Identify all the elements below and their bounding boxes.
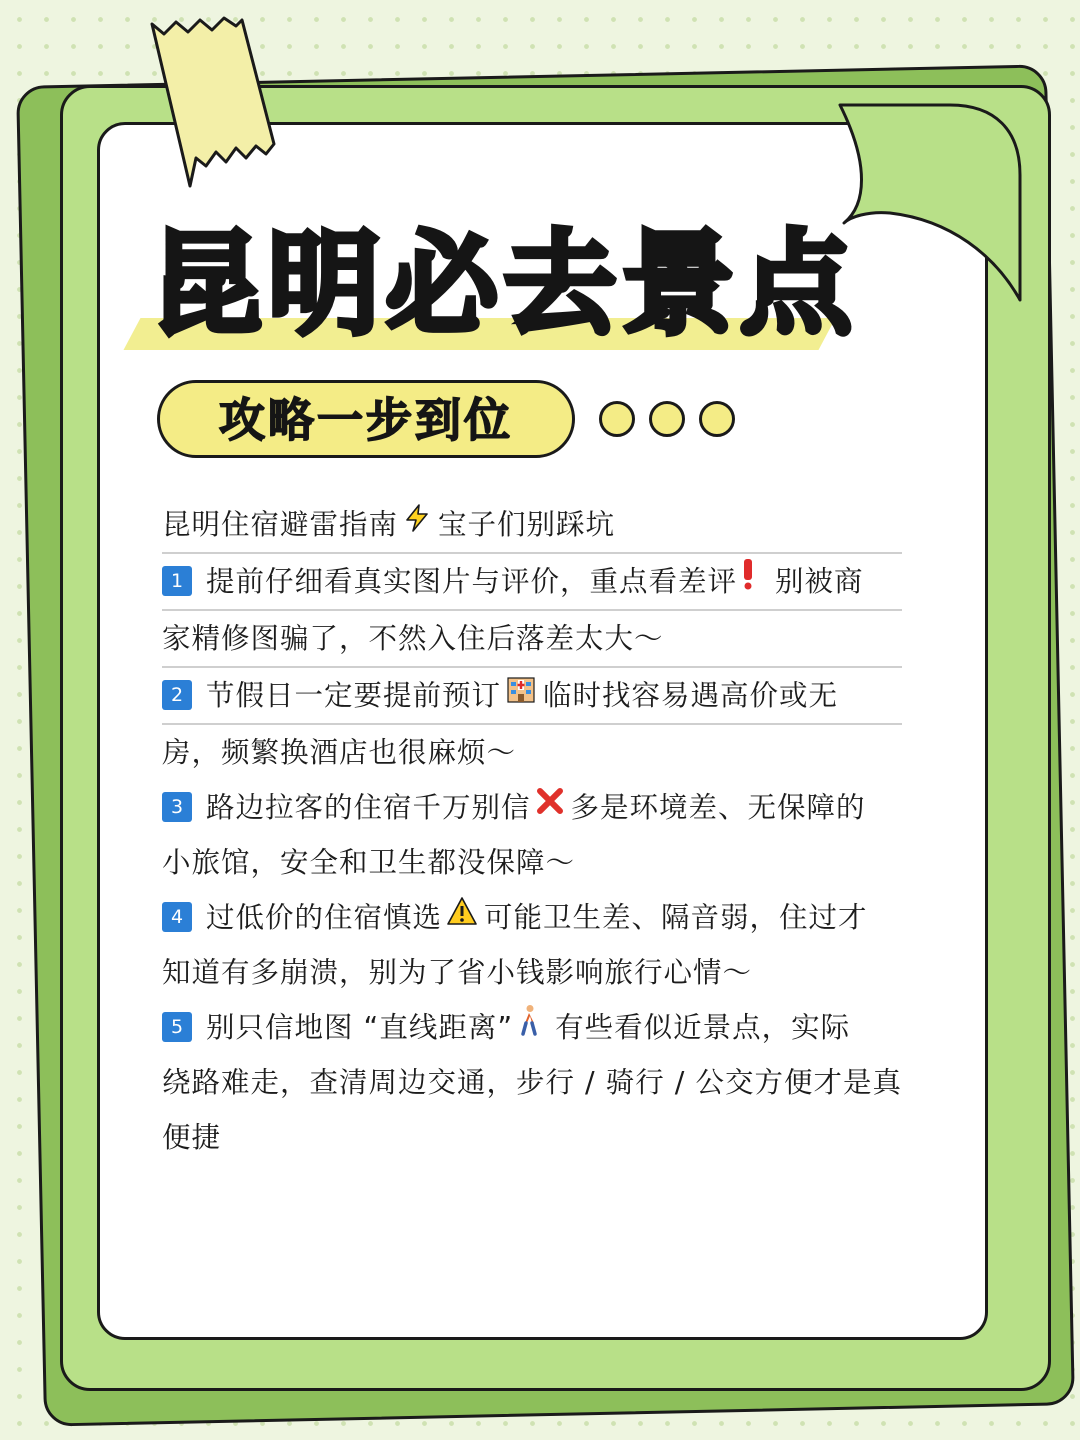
subtitle-pill (157, 380, 575, 458)
tip-text: 有些看似近景点，实际 (555, 1011, 851, 1044)
lightning-icon (402, 497, 432, 551)
subtitle-text: 攻略一步到位 (219, 393, 513, 447)
tip-text: 别只信地图 “直线距离” (206, 1011, 514, 1044)
tip-text: 房，频繁换酒店也很麻烦～ (162, 736, 517, 769)
tip-2-line-2 (162, 725, 904, 780)
walking-person-icon (517, 1000, 541, 1054)
decorative-dot (599, 401, 635, 437)
tip-text: 节假日一定要提前预订 (206, 679, 502, 712)
tip-text: 家精修图骗了，不然入住后落差太大～ (162, 622, 664, 655)
cross-mark-icon (535, 780, 565, 834)
number-badge-5: 5 (162, 1012, 192, 1042)
tip-text: 路边拉客的住宿千万别信 (206, 791, 531, 824)
tape-decoration (150, 16, 290, 191)
tip-2-line-1 (162, 668, 904, 723)
tip-text: 小旅馆，安全和卫生都没保障～ (162, 846, 576, 879)
number-badge-3: 3 (162, 792, 192, 822)
tip-text: 过低价的住宿慎选 (206, 901, 443, 934)
tip-5-line-2 (162, 1055, 904, 1110)
warning-icon (446, 890, 478, 944)
tip-4-line-1 (162, 890, 904, 945)
tip-text: 绕路难走，查清周边交通，步行 / 骑行 / 公交方便才是真 (162, 1066, 902, 1099)
intro-text: 昆明住宿避雷指南 (162, 508, 399, 541)
tip-text: 便捷 (162, 1121, 222, 1154)
decorative-dot (699, 401, 735, 437)
decorative-dot (649, 401, 685, 437)
exclamation-icon (741, 554, 755, 608)
tip-1-line-2 (162, 611, 904, 666)
tip-text: 知道有多崩溃，别为了省小钱影响旅行心情～ (162, 956, 753, 989)
page-curl-decoration (830, 95, 1030, 315)
tip-text: 提前仔细看真实图片与评价，重点看差评 (206, 565, 738, 598)
number-badge-1: 1 (162, 566, 192, 596)
tip-1-line-1 (162, 554, 904, 609)
tip-text: 临时找容易遇高价或无 (543, 679, 839, 712)
tips-content (162, 497, 904, 1165)
tip-4-line-2 (162, 945, 904, 1000)
number-badge-2: 2 (162, 680, 192, 710)
tip-text: 多是环境差、无保障的 (570, 791, 866, 824)
tip-text: 别被商 (775, 565, 864, 598)
number-badge-4: 4 (162, 902, 192, 932)
page-title: 昆明必去景点 (150, 220, 858, 350)
tip-5-line-3 (162, 1110, 904, 1165)
tip-3-line-2 (162, 835, 904, 890)
tip-3-line-1 (162, 780, 904, 835)
tip-text: 可能卫生差、隔音弱，住过才 (484, 901, 868, 934)
hotel-icon (505, 668, 537, 722)
intro-text-after: 宝子们别踩坑 (438, 508, 616, 541)
intro-line (162, 497, 904, 552)
tip-5-line-1 (162, 1000, 904, 1055)
